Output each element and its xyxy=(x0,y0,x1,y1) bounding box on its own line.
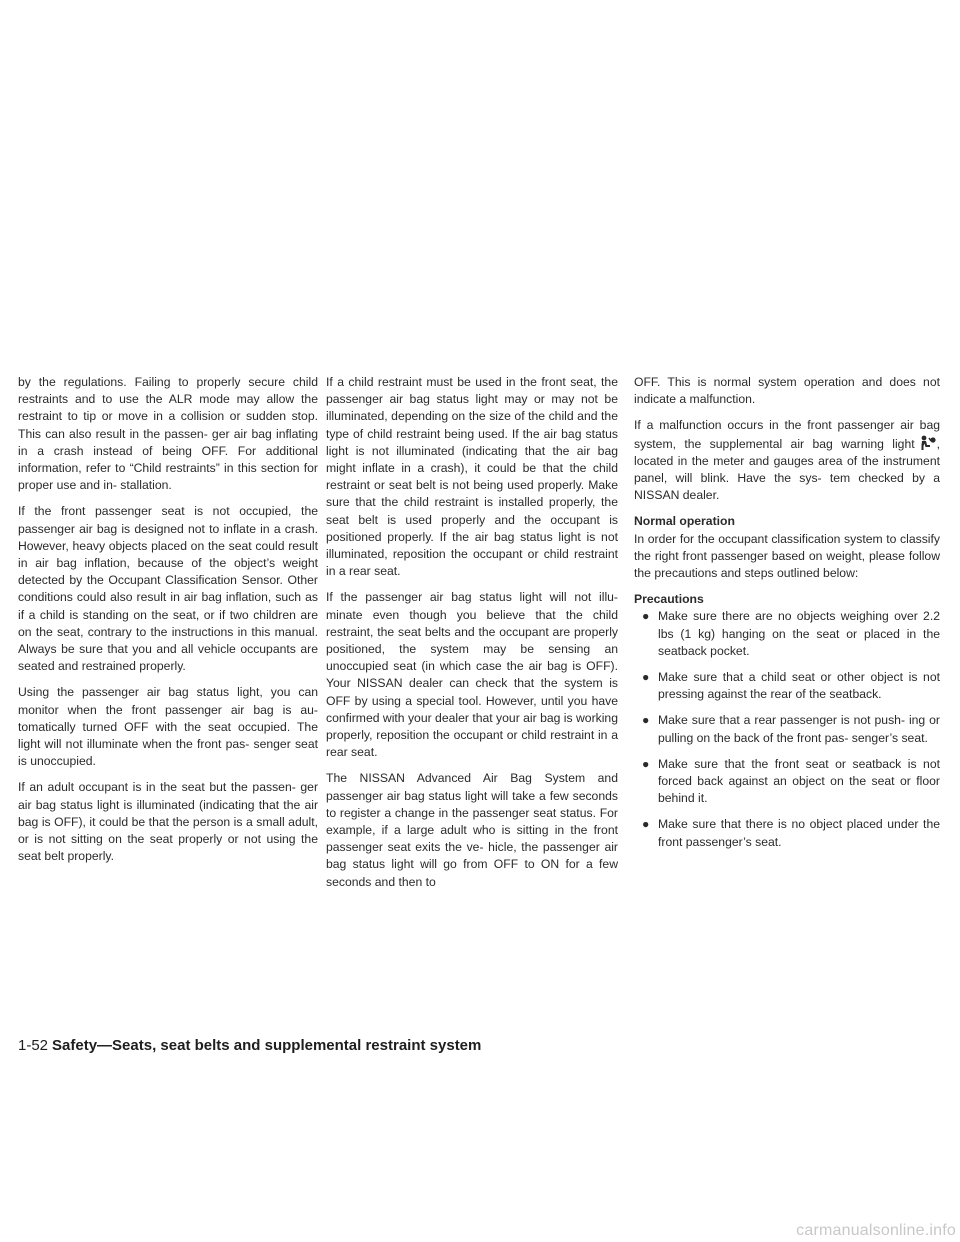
page-footer xyxy=(18,1037,481,1055)
text-column-right xyxy=(634,374,940,860)
paragraph: OFF. This is normal system operation and does not indicate a malfunction. xyxy=(634,375,940,407)
heading-precautions: Precautions xyxy=(634,592,704,607)
text-column-middle xyxy=(326,374,618,891)
bullet-icon: ● xyxy=(642,817,650,832)
paragraph: If a child restraint must be used in the front seat, the passenger air bag status light may or may not be illuminated, depending on the size of the child and the type of child restraint being used. If the air bag status light is not illuminated (indicating that the air bag might inflate in a crash), it could be that the child restraint or seat belt is not being used properly. Make sure that the child restraint is installed properly, the seat belt is used properly and the occupant is positioned properly. If the air bag status light is not illuminated, reposition the occupant or child restraint in a rear seat. xyxy=(326,375,618,579)
list-item xyxy=(634,816,940,850)
paragraph-text: , located in the meter and gauges area of the instrument panel, will blink. Have the sys- tem checked by a NISSAN dealer. xyxy=(634,436,940,503)
paragraph: The NISSAN Advanced Air Bag System and passenger air bag status light will take a few seconds to register a change in the passenger seat status. For example, if a large adult who is sitting in the front passenger seat exits the ve- hicle, the passenger air bag status light will go from OFF to ON for a few seconds and then to xyxy=(326,771,618,889)
air-bag-warning-icon xyxy=(915,435,937,451)
list-item xyxy=(634,608,940,660)
paragraph: Using the passenger air bag status light, you can monitor when the front passenger air bag is au- tomatically turned OFF with the seat occupied. The light will not illuminate when the front pas- senger seat is unoccupied. xyxy=(18,685,318,769)
paragraph: If an adult occupant is in the seat but the passen- ger air bag status light is illuminated (indicating that the air bag is OFF), it could be that the person is a small adult, or is not sitting on the seat properly or not using the seat belt properly. xyxy=(18,780,318,864)
list-item-text: Make sure there are no objects weighing over 2.2 lbs (1 kg) hanging on the seat or placed in the seatback pocket. xyxy=(658,609,940,658)
warning-light-paragraph xyxy=(634,417,940,504)
paragraph: If the front passenger seat is not occupied, the passenger air bag is designed not to inflate in a crash. However, heavy objects placed on the seat could result in air bag inflation, because of the object’s weight detected by the Occupant Classification Sensor. Other conditions could also result in air bag inflation, such as if a child is standing on the seat, or if two children are on the seat, contrary to the instructions in this manual. Always be sure that you and all vehicle occupants are seated and restrained properly. xyxy=(18,504,318,674)
bullet-icon: ● xyxy=(642,713,650,728)
precautions-list xyxy=(634,608,940,850)
text-column-left xyxy=(18,374,318,865)
list-item xyxy=(634,712,940,746)
watermark: carmanualsonline.info xyxy=(796,1222,956,1239)
bullet-icon: ● xyxy=(642,609,650,624)
paragraph: In order for the occupant classification system to classify the right front passenger based on weight, please follow the precautions and steps outlined below: xyxy=(634,531,940,581)
list-item-text: Make sure that there is no object placed under the front passenger’s seat. xyxy=(658,817,940,849)
list-item-text: Make sure that a rear passenger is not push- ing or pulling on the back of the front pas- senger’s seat. xyxy=(658,713,940,745)
paragraph-text: If a malfunction occurs in the front passenger air bag system, the supplemental air bag warning light xyxy=(634,418,940,451)
list-item xyxy=(634,756,940,808)
page-number: 1-52 xyxy=(18,1037,49,1054)
list-item-text: Make sure that a child seat or other object is not pressing against the rear of the seatback. xyxy=(658,670,940,702)
heading-normal-operation: Normal operation xyxy=(634,514,735,529)
list-item-text: Make sure that the front seat or seatback is not forced back against an object on the seat or floor behind it. xyxy=(658,756,940,806)
section-title: Safety—Seats, seat belts and supplemental restraint system xyxy=(52,1037,482,1054)
bullet-icon: ● xyxy=(642,756,650,771)
bullet-icon: ● xyxy=(642,670,650,685)
paragraph: by the regulations. Failing to properly secure child restraints and to use the ALR mode may allow the restraint to tip or move in a collision or sudden stop. This can also result in the passen- ger air bag inflating in a crash instead of being OFF. For additional information, refer to “Child restraints” in this section for proper use and in- stallation. xyxy=(18,375,318,493)
paragraph: If the passenger air bag status light will not illu- minate even though you believe that the child restraint, the seat belts and the occupant are properly positioned, the system may be sensing an unoccupied seat (in which case the air bag is OFF). Your NISSAN dealer can check that the system is OFF by using a special tool. However, until you have confirmed with your dealer that your air bag is working properly, reposition the occupant or child restraint in a rear seat. xyxy=(326,590,618,760)
list-item xyxy=(634,669,940,703)
